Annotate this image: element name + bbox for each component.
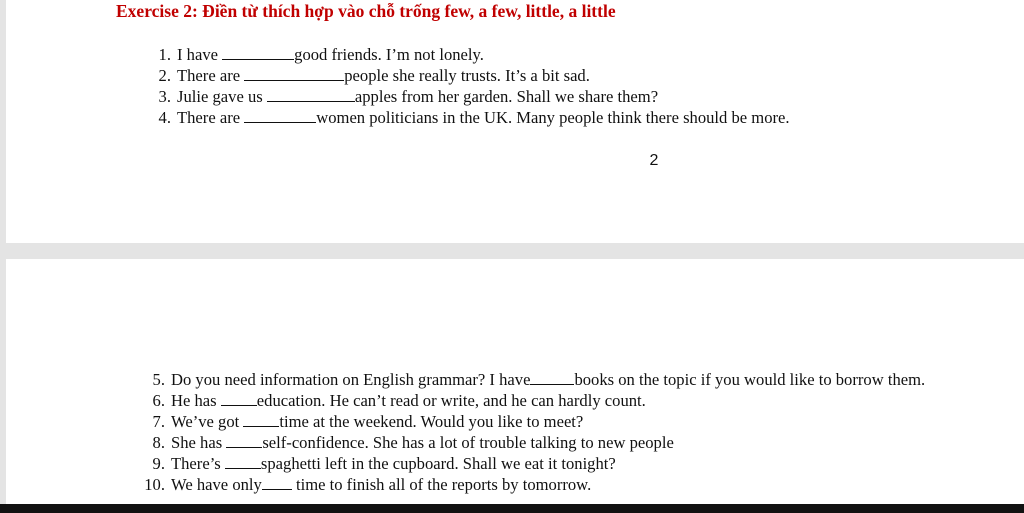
question-number: 4.: [158, 108, 171, 127]
answer-blank[interactable]: [267, 86, 355, 102]
question-number: 2.: [158, 66, 171, 85]
question-number: 1.: [158, 45, 171, 64]
answer-blank[interactable]: [244, 65, 344, 81]
question-text-after: education. He can’t read or write, and he can hardly count.: [256, 391, 646, 410]
bottom-bar: [0, 504, 1024, 513]
question-text-after: self-confidence. She has a lot of trouble talking to new people: [262, 433, 674, 452]
question-number: 3.: [158, 87, 171, 106]
question-number: 9.: [152, 454, 165, 473]
question-number: 7.: [152, 412, 165, 431]
answer-blank[interactable]: [262, 474, 292, 490]
question-6: [136, 390, 925, 411]
question-text-before: Julie gave us: [177, 87, 263, 106]
question-text-after: spaghetti left in the cupboard. Shall we eat it tonight?: [260, 454, 616, 473]
question-number: 6.: [152, 391, 165, 410]
answer-blank[interactable]: [222, 44, 294, 60]
question-text-after: apples from her garden. Shall we share them?: [354, 87, 659, 106]
answer-blank[interactable]: [530, 369, 574, 385]
answer-blank[interactable]: [221, 390, 257, 406]
question-text-before: I have: [177, 45, 218, 64]
question-text-before: Do you need information on English grammar? I have: [171, 370, 531, 389]
answer-blank[interactable]: [226, 432, 262, 448]
answer-blank[interactable]: [244, 107, 316, 123]
question-9: [136, 453, 925, 474]
question-2: [142, 65, 790, 86]
question-number: 5.: [152, 370, 165, 389]
question-text-after: time to finish all of the reports by tomorrow.: [295, 475, 592, 494]
answer-blank[interactable]: [225, 453, 261, 469]
question-text-after: women politicians in the UK. Many people think there should be more.: [316, 108, 790, 127]
question-8: [136, 432, 925, 453]
question-list-page-1: [142, 44, 790, 128]
question-text-after: people she really trusts. It’s a bit sad.: [344, 66, 590, 85]
answer-blank[interactable]: [243, 411, 279, 427]
question-text-before: We’ve got: [171, 412, 240, 431]
question-text-before: We have only: [171, 475, 262, 494]
document-page-1: [6, 0, 1024, 243]
question-3: [142, 86, 790, 107]
page-number: 2: [649, 152, 659, 169]
question-7: [136, 411, 925, 432]
question-number: 8.: [152, 433, 165, 452]
question-text-before: He has: [171, 391, 217, 410]
question-10: [136, 474, 925, 495]
question-1: [142, 44, 790, 65]
question-text-after: books on the topic if you would like to borrow them.: [574, 370, 926, 389]
question-list-page-2: [136, 369, 925, 495]
question-number: 10.: [144, 475, 165, 494]
question-text-before: There are: [177, 66, 241, 85]
question-text-before: She has: [171, 433, 223, 452]
question-text-after: good friends. I’m not lonely.: [294, 45, 484, 64]
question-5: [136, 369, 925, 390]
question-text-before: There’s: [171, 454, 221, 473]
exercise-title: Exercise 2: Điền từ thích hợp vào chỗ trống few, a few, little, a little: [116, 1, 616, 21]
question-text-after: time at the weekend. Would you like to meet?: [279, 412, 584, 431]
question-4: [142, 107, 790, 128]
question-text-before: There are: [177, 108, 241, 127]
